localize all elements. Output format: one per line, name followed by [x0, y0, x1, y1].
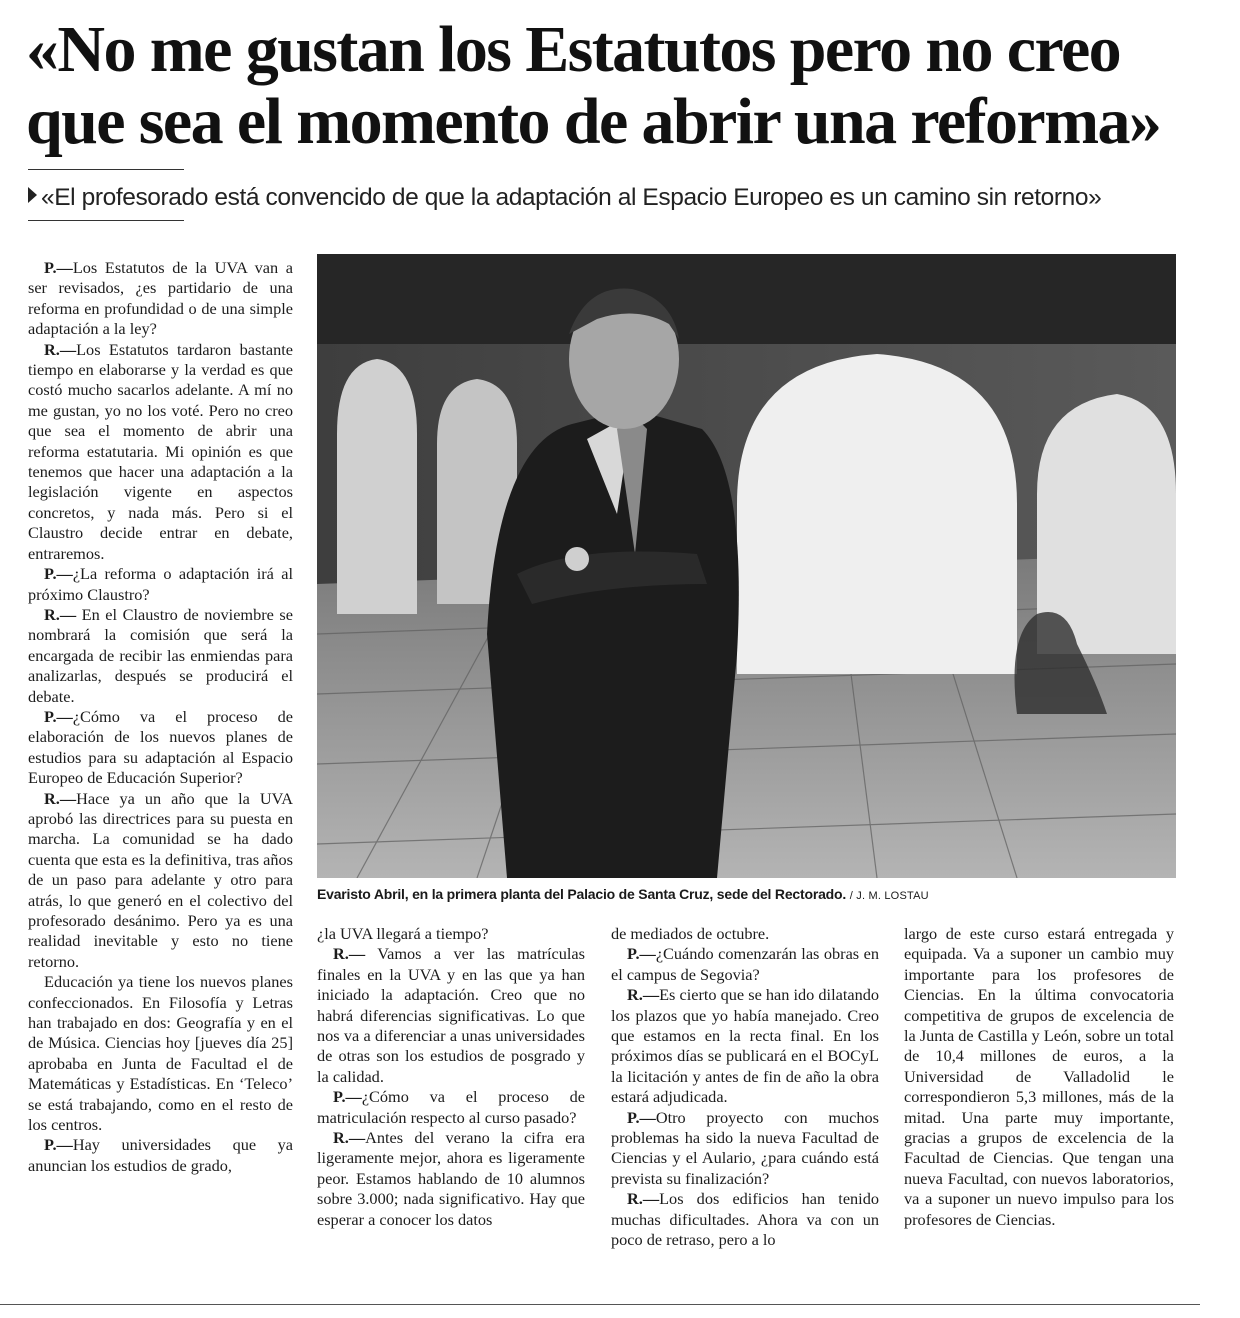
paragraph-text: ¿Cuándo comenzarán las obras en el campus de Segovia?: [611, 944, 879, 984]
paragraph: [28, 707, 293, 789]
paragraph-text: Es cierto que se han ido dilatando los plazos que yo había manejado. Creo que estamos en la recta final. En los próximos días se publicará en el BOCyL la licitación y antes de fin de año la obra estará adjudicada.: [611, 985, 879, 1107]
article-column-3: [611, 924, 879, 1251]
speaker-marker: P.—: [44, 706, 73, 726]
paragraph: [611, 1189, 879, 1250]
paragraph: [28, 340, 293, 564]
paragraph-text: ¿Cómo va el proceso de elaboración de los nuevos planes de estudios para su adaptación al Espacio Europeo de Educación Superior?: [28, 706, 293, 788]
paragraph: [611, 985, 879, 1107]
paragraph: [317, 924, 585, 944]
article-subhead: [28, 183, 1218, 213]
paragraph-text: Vamos a ver las matrículas finales en la UVA y en las que ya han iniciado la adaptación. Creo que no habrá diferencias significativas. Lo que nos va a diferenciar a unas universidades de otras son los estudios de posgrado y la calidad.: [317, 944, 585, 1086]
speaker-marker: P.—: [333, 1087, 362, 1107]
paragraph: [28, 605, 293, 707]
paragraph: [611, 944, 879, 985]
paragraph-text: Antes del verano la cifra era ligeramente mejor, ahora es ligeramente peor. Estamos hablando de 10 alumnos sobre 3.000; nada significativo. Hay que esperar a conocer los datos: [317, 1128, 585, 1229]
article-column-1: [28, 258, 293, 1176]
paragraph: [904, 924, 1174, 1230]
paragraph-text: largo de este curso estará entregada y equipada. Va a suponer un cambio muy importante para los profesores de Ciencias. En la última convocatoria competitiva de grupos de excelencia de la Junta de Castilla y León, sobre un total de 10,4 millones de euros, a la Universidad de Valladolid le correspondieron 5,3 millones, más de la mitad. Una parte muy importante, gracias a grupos de excelencia de la Facultad de Ciencias. Que tengan una nueva Facultad, con nuevos laboratorios, va a suponer un nuevo impulso para los profesores de Ciencias.: [904, 924, 1174, 1229]
headline-divider: [28, 169, 184, 170]
paragraph: [317, 1128, 585, 1230]
paragraph-text: En el Claustro de noviembre se nombrará la comisión que será la encargada de recibir las enmiendas para analizarlas, después se producirá el debate.: [28, 604, 293, 706]
paragraph: [28, 1135, 293, 1176]
speaker-marker: P.—: [627, 1107, 656, 1127]
triangle-bullet-icon: [28, 187, 37, 203]
speaker-marker: R.—: [333, 944, 366, 964]
caption-text: Evaristo Abril, en la primera planta del Palacio de Santa Cruz, sede del Rectorado.: [317, 886, 847, 902]
paragraph-text: ¿La reforma o adaptación irá al próximo Claustro?: [28, 564, 293, 604]
subhead-text: «El profesorado está convencido de que la adaptación al Espacio Europeo es un camino sin retorno»: [41, 184, 1102, 211]
article-photo: [317, 254, 1176, 878]
portrait-photo-illustration: [317, 254, 1176, 878]
paragraph-text: ¿Cómo va el proceso de matriculación respecto al curso pasado?: [317, 1087, 585, 1127]
paragraph-text: Los Estatutos de la UVA van a ser revisados, ¿es partidario de una reforma en profundidad o de una simple adaptación a la ley?: [28, 258, 293, 339]
speaker-marker: R.—: [333, 1128, 366, 1148]
paragraph-text: Hace ya un año que la UVA aprobó las directrices para su puesta en marcha. La comunidad se ha dado cuenta que esta es la definitiva, tras años de un paso para adelante y otro para atrás, lo que generó en el colectivo del profesorado desánimo. Pero ya es una realidad inevitable y esto no tiene retorno.: [28, 788, 293, 971]
paragraph: [28, 972, 293, 1135]
speaker-marker: P.—: [44, 258, 73, 277]
paragraph: [28, 258, 293, 340]
article-column-4: [904, 924, 1174, 1230]
speaker-marker: P.—: [44, 1135, 73, 1155]
photo-caption: [317, 884, 1187, 906]
paragraph-text: Educación ya tiene los nuevos planes confeccionados. En Filosofía y Letras han trabajado en dos: Geografía y en el de Música. Ciencias hoy [jueves día 25] aprobaba en Junta de Facultad el de Matemáticas y Estadísticas. En ‘Teleco’ se está trabajando, como en el resto de los centros.: [28, 972, 293, 1135]
paragraph-text: ¿la UVA llegará a tiempo?: [317, 924, 489, 943]
paragraph: [611, 924, 879, 944]
paragraph-text: Los Estatutos tardaron bastante tiempo en elaborarse y la verdad es que costó mucho sacarlos adelante. A mí no me gustan, yo no los voté. Pero no creo que sea el momento de abrir una reforma estatutaria. Mi opinión es que tenemos que hacer una adaptación a la legislación vigente en aspectos concretos, y nada más. Pero si el Claustro decide entrar en debate, entraremos.: [28, 339, 293, 563]
speaker-marker: R.—: [627, 985, 660, 1005]
paragraph-text: de mediados de octubre.: [611, 924, 770, 943]
photo-credit: / J. M. LOSTAU: [849, 890, 929, 902]
subhead-divider: [28, 220, 184, 221]
paragraph: [611, 1108, 879, 1190]
speaker-marker: R.—: [44, 604, 77, 624]
paragraph-text: Otro proyecto con muchos problemas ha sido la nueva Facultad de Ciencias y el Aulario, ¿para cuándo está prevista su finalización?: [611, 1107, 879, 1188]
paragraph: [28, 789, 293, 973]
page-bottom-rule: [0, 1304, 1200, 1305]
article-column-2: [317, 924, 585, 1230]
article-headline: «No me gustan los Estatutos pero no creo que sea el momento de abrir una reforma»: [26, 13, 1161, 158]
paragraph: [317, 944, 585, 1087]
speaker-marker: R.—: [627, 1189, 660, 1209]
speaker-marker: P.—: [44, 564, 73, 584]
speaker-marker: R.—: [44, 339, 77, 359]
paragraph: [28, 564, 293, 605]
paragraph-text: Hay universidades que ya anuncian los estudios de grado,: [28, 1135, 293, 1175]
speaker-marker: P.—: [627, 944, 656, 964]
speaker-marker: R.—: [44, 788, 77, 808]
paragraph-text: Los dos edificios han tenido muchas dificultades. Ahora va con un poco de retraso, pero a lo: [611, 1189, 879, 1250]
paragraph: [317, 1087, 585, 1128]
